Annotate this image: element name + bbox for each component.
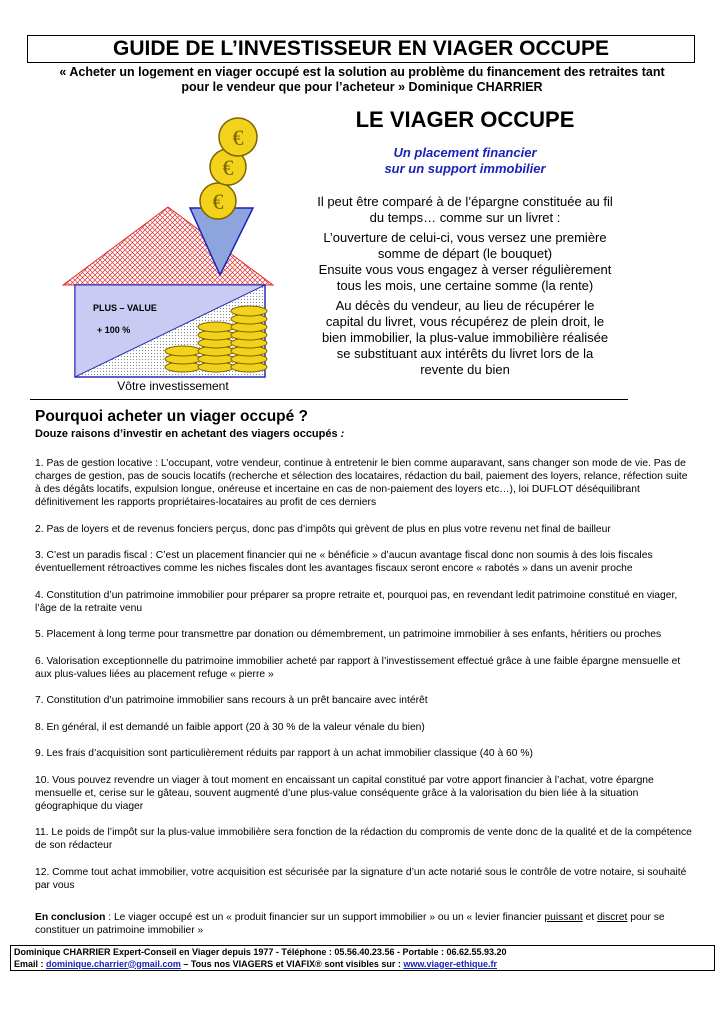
reasons-list (35, 457, 695, 905)
reason-item: 9. Les frais d’acquisition sont particulièrement réduits par rapport à un achat immobilier classique (40 à 60 %) (35, 748, 533, 759)
reason-item: 3. C’est un paradis fiscal : C’est un placement financier qui ne « bénéficie » d’aucun avantage fiscal donc non soumis à des lois fiscales éventuellement rétroactives comme les niches fiscales dont les avantages fiscaux seront encore « rabotés » dans un avenir proche (35, 550, 653, 574)
header-quote (30, 65, 694, 95)
para2-line-4: tous les mois, une certaine somme (la rente) (336, 278, 594, 293)
conclusion-and: et (582, 912, 598, 923)
reason-item: 4. Constitution d’un patrimoine immobilier pour préparer sa propre retraite et, pourquoi pas, en revendant ledit patrimoine constitué en viager, l’âge de la retraite venu (35, 589, 678, 614)
subtitle-line-2: sur un support immobilier (384, 161, 546, 176)
why-subtitle (35, 428, 344, 440)
conclusion-text-before: : Le viager occupé est un « produit financier sur un support immobilier » ou un « levier financier (105, 912, 545, 923)
viager-heading: LE VIAGER OCCUPE (355, 107, 575, 132)
plus-value-label: PLUS – VALUE (93, 303, 157, 313)
section-divider (30, 399, 628, 400)
conclusion-word-discret: discret (597, 912, 628, 923)
illustration-caption: Vôtre investissement (117, 379, 229, 393)
reason-item: 6. Valorisation exceptionnelle du patrimoine immobilier acheté par rapport à l’investissement effectué grâce à une faible épargne mensuelle et aux plus-values liées au placement refuge « pierre » (35, 655, 681, 680)
why-title: Pourquoi acheter un viager occupé ? (35, 408, 309, 425)
viager-subtitle (300, 145, 630, 177)
para2-line-2: somme de départ (le bouquet) (377, 246, 553, 261)
coin-symbol-3: € (232, 125, 244, 150)
conclusion (35, 911, 695, 937)
para1-line-2: du temps… comme sur un livret : (369, 210, 561, 225)
why-subtitle-text: Douze raisons d’investir en achetant des viagers occupés (35, 428, 338, 440)
para2-line-1: L’ouverture de celui-ci, vous versez une première (323, 230, 607, 245)
quote-line-2: pour le vendeur que pour l’acheteur » Dominique CHARRIER (181, 80, 543, 94)
subtitle-line-1: Un placement financier (393, 145, 537, 160)
coin-symbol-2: € (222, 155, 234, 180)
para1-line-1: Il peut être comparé à de l’épargne constituée au fil (317, 194, 613, 209)
conclusion-label: En conclusion (35, 912, 106, 923)
reason-item: 10. Vous pouvez revendre un viager à tout moment en encaissant un capital constitué par votre apport financier à l’achat, votre épargne mensuelle et, cerise sur le gâteau, souvent augmenté d’une plus-value conséquente grâce à la valorisation du bien liée à la situation géographique du viager (35, 774, 654, 812)
paragraph-deces (305, 298, 625, 378)
footer-middle-text: – Tous nos VIAGERS et VIAFIX® sont visibles sur : (180, 958, 404, 969)
footer-email-label: Email : (14, 958, 47, 969)
para2-line-3: Ensuite vous vous engagez à verser régulièrement (318, 262, 612, 277)
reason-item: 8. En général, il est demandé un faible apport (20 à 30 % de la valeur vénale du bien) (35, 721, 425, 733)
why-subtitle-colon: : (340, 428, 345, 440)
page-title: GUIDE DE L’INVESTISSEUR EN VIAGER OCCUPE (27, 35, 695, 63)
para3-line-3: bien immobilier, la plus-value immobilière réalisée (321, 330, 609, 345)
para3-line-4: se substituant aux intérêts du livret lors de la (336, 346, 594, 361)
footer-website-link[interactable]: www.viager-ethique.fr (403, 958, 498, 969)
quote-line-1: « Acheter un logement en viager occupé est la solution au problème du financement des retraites tant (59, 65, 665, 79)
falling-coins (200, 118, 257, 219)
percent-label: + 100 % (97, 325, 131, 335)
reason-item: 2. Pas de loyers et de revenus fonciers perçus, donc pas d’impôts qui grèvent de plus en plus votre revenu net final de bailleur (35, 523, 611, 535)
para3-line-2: capital du livret, vous récupérez de plein droit, le (325, 314, 605, 329)
reason-item: 5. Placement à long terme pour transmettre par donation ou démembrement, un patrimoine immobilier à ses enfants, héritiers ou proches (35, 629, 662, 640)
footer-line-1: Dominique CHARRIER Expert-Conseil en Viager depuis 1977 - Téléphone : 05.56.40.23.56 - Portable : 06.62.55.93.20 (14, 947, 507, 957)
reason-item: 12. Comme tout achat immobilier, votre acquisition est sécurisée par la signature d’un acte notarié sous le contrôle de votre notaire, si souhaité par vous (35, 866, 687, 891)
paragraph-bouquet-rente (305, 230, 625, 294)
paragraph-comparison (305, 194, 625, 226)
reason-item: 1. Pas de gestion locative : L’occupant, votre vendeur, continue à entretenir le bien comme auparavant, sans changer son mode de vie. Pas de charges de gestion, pas de soucis locatifs (recherche et sélection des locataires, rédaction du bail, paiement des loyers, relance, réfection suite à des dégâts locatifs, expulsion longue, onéreuse et incertaine en cas de non-paiement des loyers etc…), loi DUFLOT déséquilibrant définitivement les rapports propriétaires-locataires au profit de ces derniers (35, 458, 688, 508)
reason-item: 11. Le poids de l’impôt sur la plus-value immobilière sera fonction de la rédaction du compromis de vente donc de la qualité et de la compétence de son rédacteur (35, 827, 692, 851)
conclusion-word-puissant: puissant (544, 912, 583, 923)
footer-line-2 (14, 959, 714, 971)
para3-line-1: Au décès du vendeur, au lieu de récupérer le (335, 298, 595, 313)
para3-line-5: revente du bien (420, 362, 510, 377)
reason-item: 7. Constitution d’un patrimoine immobilier sans recours à un prêt bancaire avec intérêt (35, 695, 428, 706)
coin-symbol-1: € (212, 189, 224, 214)
footer-email-link[interactable]: dominique.charrier@gmail.com (46, 958, 181, 969)
conclusion-text-after: pour se constituer un patrimoine immobilier » (35, 912, 665, 936)
footer-contact (10, 945, 715, 971)
house-coins-illustration (60, 115, 275, 380)
